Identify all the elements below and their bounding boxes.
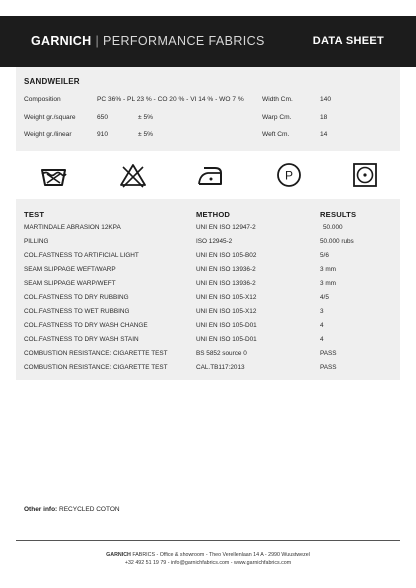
doc-type-label: DATA SHEET [312,35,384,47]
brand-separator: | [95,34,99,48]
row-result: 4/5 [320,294,329,301]
row-test: SEAM SLIPPAGE WEFT/WARP [24,266,116,273]
spec-value: 910 [97,131,109,138]
footer-contact: +32 492 51 19 79 - info@garnichfabrics.com - www.garnichfabrics.com [124,560,292,566]
do-not-bleach-icon [119,161,147,189]
row-result: 50.000 [323,224,343,231]
spec-label-2: Weft Cm. [262,131,290,138]
row-test: SEAM SLIPPAGE WARP/WEFT [24,280,116,287]
row-method: UNI EN ISO 105-B02 [196,252,257,259]
brand-name: GARNICH [31,34,92,48]
row-method: UNI EN ISO 105-D01 [196,322,257,329]
row-method: BS 5852 source 0 [196,350,247,357]
care-icons-row [16,151,400,199]
row-test: COL.FASTNESS TO DRY WASH CHANGE [24,322,148,329]
row-test: COMBUSTION RESISTANCE: CIGARETTE TEST [24,350,168,357]
row-result: PASS [320,364,337,371]
row-result: 3 mm [320,280,336,287]
row-test: COL.FASTNESS TO DRY WASH STAIN [24,336,139,343]
footer-divider [16,540,400,541]
spec-label: Weight gr./linear [24,131,72,138]
row-result: 4 [320,336,324,343]
spec-value-2: 14 [320,131,328,138]
hand-wash-icon [40,161,68,189]
row-method: CAL.TB117:2013 [196,364,245,371]
spec-label: Composition [24,96,61,103]
other-info-label: Other info: [24,506,58,513]
header-results: RESULTS [320,210,357,219]
footer-line-1 [0,552,416,558]
row-method: UNI EN ISO 12947-2 [196,224,256,231]
row-method: UNI EN ISO 105-X12 [196,308,257,315]
row-test: COL.FASTNESS TO ARTIFICIAL LIGHT [24,252,139,259]
brand-title [31,34,265,48]
svg-text:P: P [284,168,294,183]
tumble-dry-icon [351,161,379,189]
dry-clean-p-icon [275,161,303,189]
spec-value: 650 [97,114,109,121]
row-method: UNI EN ISO 105-X12 [196,294,257,301]
header-method: METHOD [196,210,231,219]
row-test: PILLING [24,238,49,245]
product-name: SANDWEILER [24,77,80,86]
header-bar [0,16,416,67]
spec-tolerance: ± 5% [138,131,153,138]
iron-low-icon [196,161,224,189]
row-method: ISO 12945-2 [196,238,233,245]
header-test: TEST [24,210,45,219]
brand-subtitle: PERFORMANCE FABRICS [103,34,265,48]
row-method: UNI EN ISO 13936-2 [196,266,256,273]
row-test: COL.FASTNESS TO DRY RUBBING [24,294,129,301]
spec-label-2: Warp Cm. [262,114,292,121]
spec-label: Weight gr./square [24,114,76,121]
row-test: MARTINDALE ABRASION 12KPA [24,224,121,231]
spec-label-2: Width Cm. [262,96,293,103]
spec-value-2: 140 [320,96,332,103]
results-table [16,199,400,380]
spec-value-2: 18 [320,114,328,121]
other-info-value: RECYCLED COTON [59,506,120,513]
spec-value: PC 36% - PL 23 % - CO 20 % - VI 14 % - WO 7 % [97,96,244,103]
row-test: COL.FASTNESS TO WET RUBBING [24,308,130,315]
row-result: 50.000 rubs [320,238,354,245]
footer-brand: GARNICH [106,552,131,558]
row-result: 5/6 [320,252,329,259]
row-test: COMBUSTION RESISTANCE: CIGARETTE TEST [24,364,168,371]
other-info [24,506,120,513]
spec-tolerance: ± 5% [138,114,153,121]
row-method: UNI EN ISO 105-D01 [196,336,257,343]
specs-panel [16,67,400,151]
row-result: PASS [320,350,337,357]
row-result: 3 mm [320,266,336,273]
row-method: UNI EN ISO 13936-2 [196,280,256,287]
row-result: 4 [320,322,324,329]
row-result: 3 [320,308,324,315]
footer-address: FABRICS - Office & showroom - Theo Verellenlaan 14 A - 2990 Wuustwezel [132,552,310,558]
